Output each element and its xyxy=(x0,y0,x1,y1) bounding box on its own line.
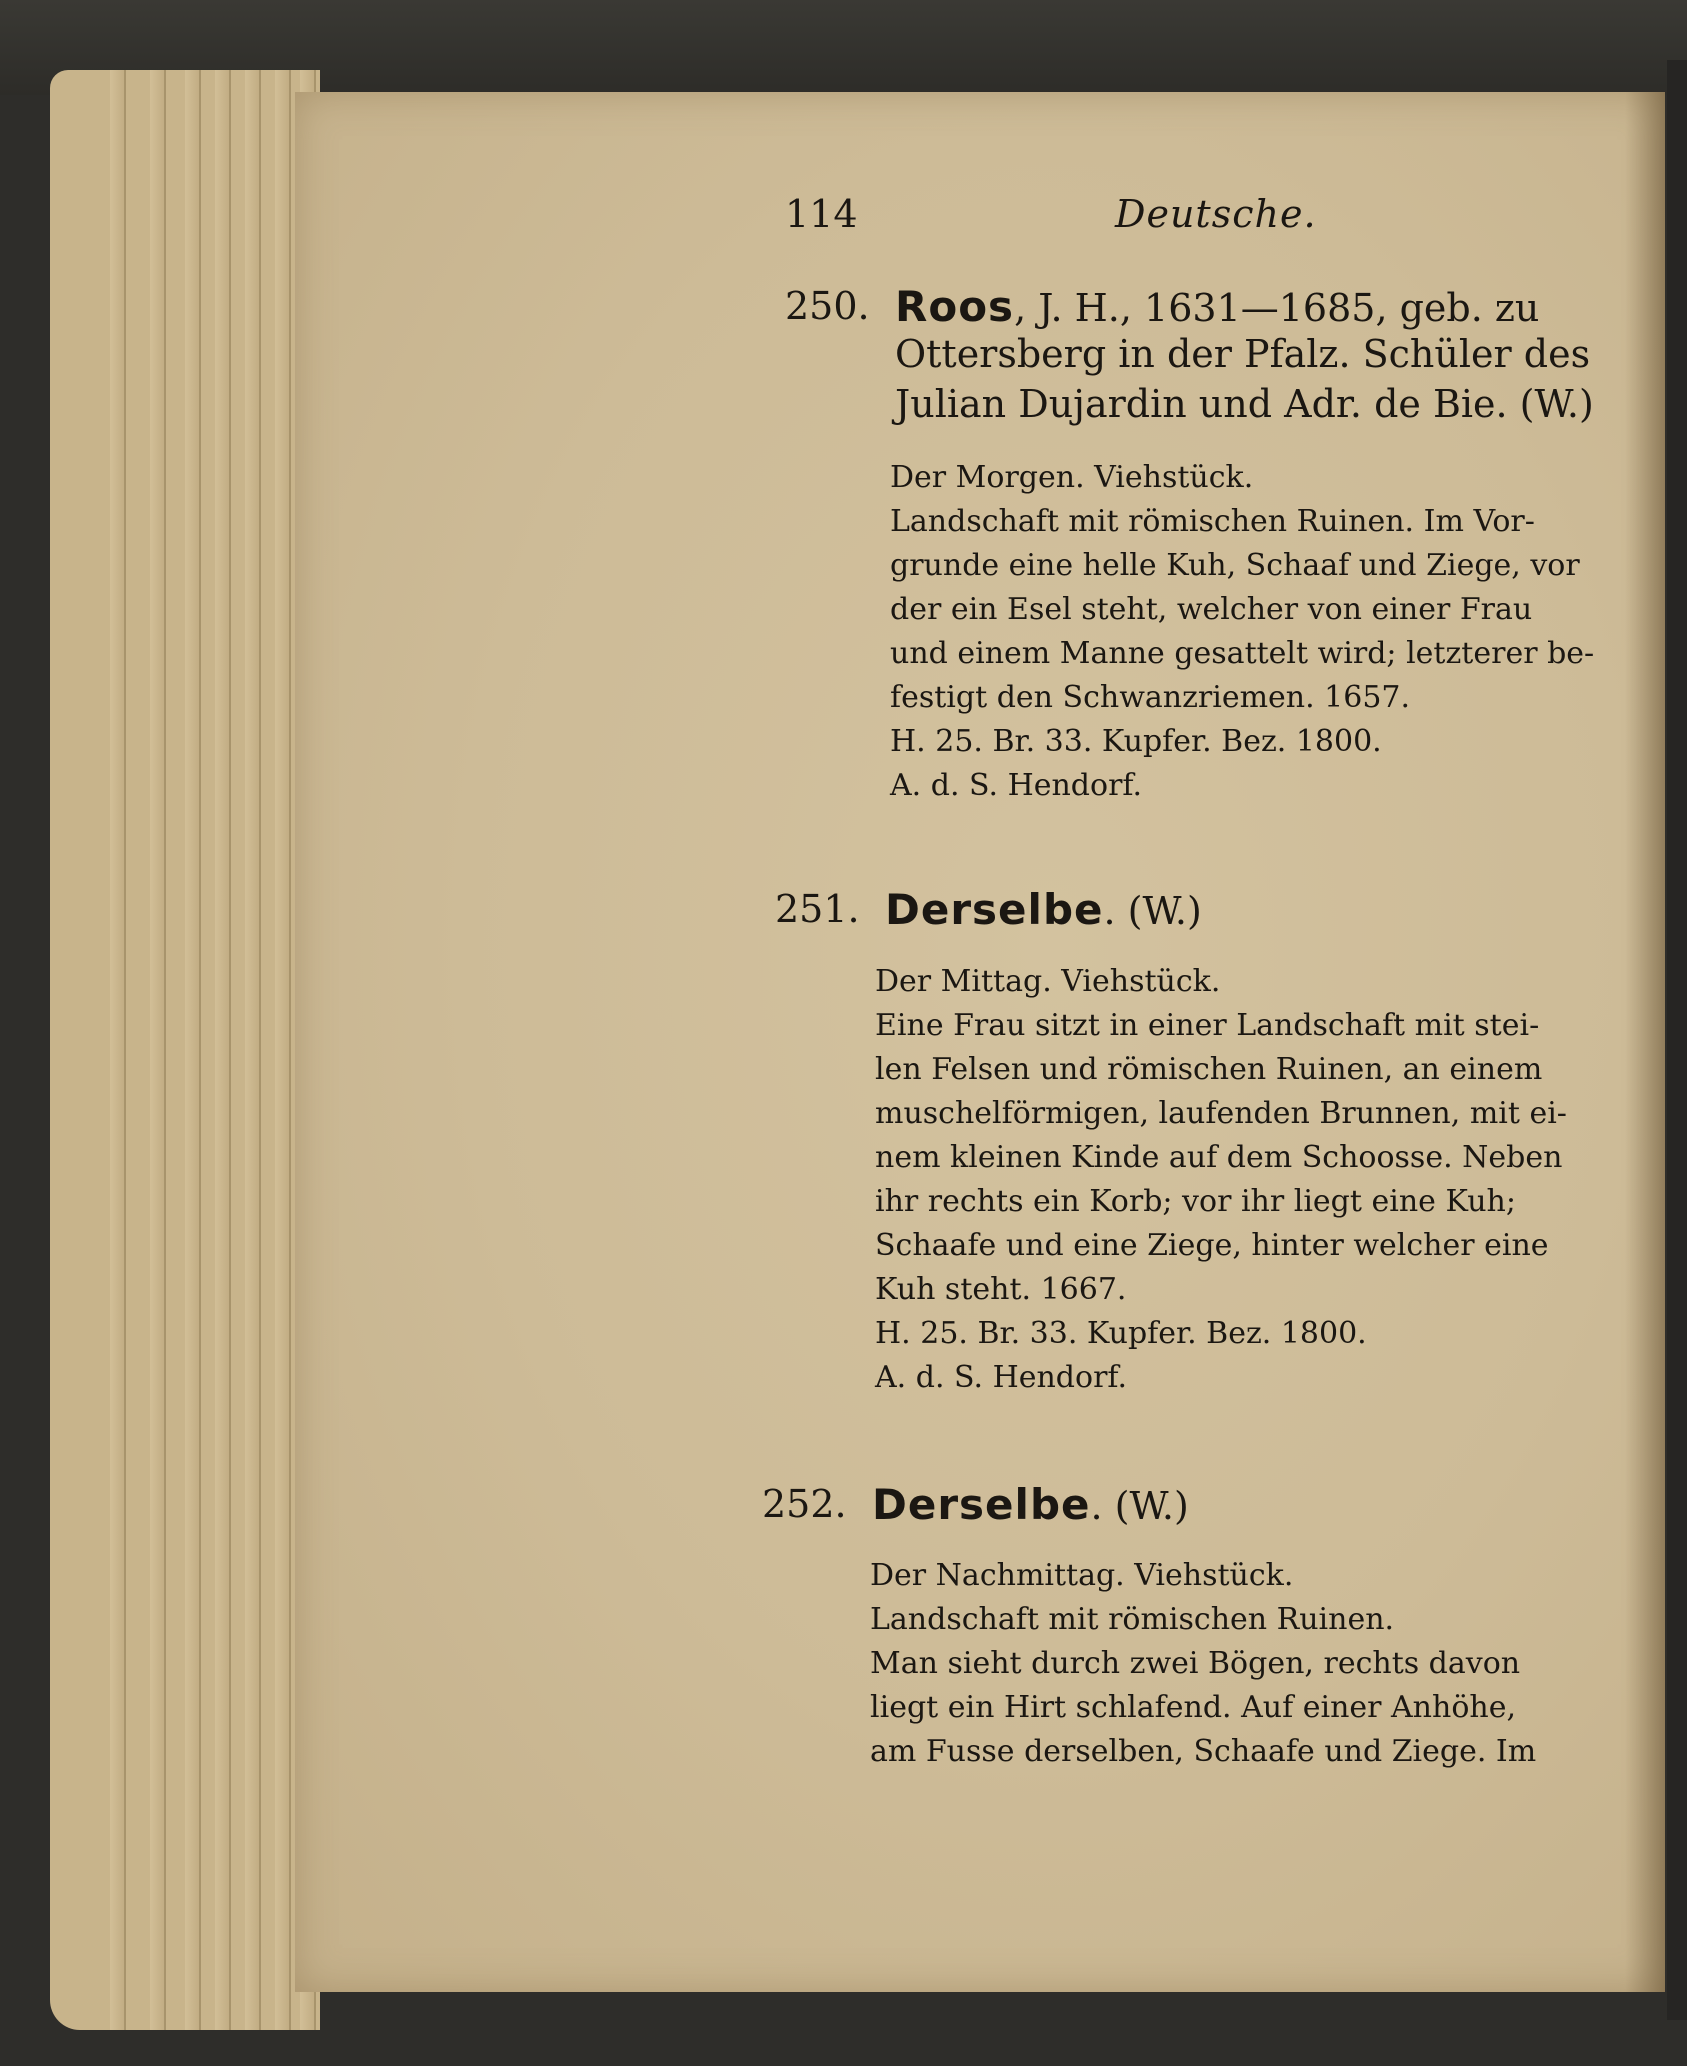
artist-name: Roos xyxy=(895,282,1015,331)
entry-line: am Fusse derselben, Schaafe und Ziege. Im xyxy=(870,1734,1537,1769)
page-number: 114 xyxy=(785,192,858,236)
entry-line: Eine Frau sitzt in einer Landschaft mit stei- xyxy=(875,1008,1540,1043)
book-cover-edge xyxy=(1667,60,1687,2020)
section-title: Deutsche. xyxy=(1115,192,1317,236)
entry-line: ihr rechts ein Korb; vor ihr liegt eine Kuh; xyxy=(875,1184,1516,1219)
entry-line: Kuh steht. 1667. xyxy=(875,1272,1127,1307)
entry-line: Man sieht durch zwei Bögen, rechts davon xyxy=(870,1646,1521,1681)
entry-line: der ein Esel steht, welcher von einer Frau xyxy=(890,592,1533,627)
entry-header xyxy=(885,885,1202,934)
entry-line: Der Morgen. Viehstück. xyxy=(890,460,1254,495)
entry-line: festigt den Schwanzriemen. 1657. xyxy=(890,680,1411,715)
page-edge xyxy=(275,70,291,2030)
page-edge xyxy=(110,70,126,2030)
entry-line: und einem Manne gesattelt wird; letzterer be- xyxy=(890,636,1595,671)
entry-line: muschelförmigen, laufenden Brunnen, mit ei- xyxy=(875,1096,1567,1131)
entry-header xyxy=(872,1480,1189,1529)
artist-details: , J. H., 1631—1685, geb. zu xyxy=(1014,286,1540,330)
book-page xyxy=(295,92,1665,1992)
entry-number: 250. xyxy=(785,284,870,328)
entry-line: H. 25. Br. 33. Kupfer. Bez. 1800. xyxy=(875,1316,1367,1351)
page-edge xyxy=(185,70,201,2030)
artist-name: Derselbe xyxy=(885,885,1104,934)
entry-line: Der Mittag. Viehstück. xyxy=(875,964,1221,999)
entry-header xyxy=(895,282,1539,331)
artist-details: . (W.) xyxy=(1090,1484,1189,1528)
artist-details: . (W.) xyxy=(1103,889,1202,933)
entry-line: Der Nachmittag. Viehstück. xyxy=(870,1558,1294,1593)
entry-line: A. d. S. Hendorf. xyxy=(890,768,1142,803)
entry-line: grunde eine helle Kuh, Schaaf und Ziege, vor xyxy=(890,548,1580,583)
entry-line: len Felsen und römischen Ruinen, an einem xyxy=(875,1052,1543,1087)
page-edge xyxy=(245,70,261,2030)
page-gutter xyxy=(1625,92,1665,1992)
page-stack xyxy=(50,70,320,2030)
entry-line: liegt ein Hirt schlafend. Auf einer Anhöhe, xyxy=(870,1690,1516,1725)
entry-line: Landschaft mit römischen Ruinen. Im Vor- xyxy=(890,504,1535,539)
entry-header-line: Ottersberg in der Pfalz. Schüler des xyxy=(895,332,1591,376)
artist-name: Derselbe xyxy=(872,1480,1091,1529)
entry-line: Schaafe und eine Ziege, hinter welcher eine xyxy=(875,1228,1549,1263)
entry-line: A. d. S. Hendorf. xyxy=(875,1360,1127,1395)
entry-line: H. 25. Br. 33. Kupfer. Bez. 1800. xyxy=(890,724,1382,759)
entry-header-line: Julian Dujardin und Adr. de Bie. (W.) xyxy=(895,382,1594,426)
page-edge xyxy=(215,70,231,2030)
entry-number: 251. xyxy=(775,887,860,931)
entry-number: 252. xyxy=(762,1482,847,1526)
page-edge xyxy=(150,70,166,2030)
entry-line: nem kleinen Kinde auf dem Schoosse. Neben xyxy=(875,1140,1563,1175)
entry-line: Landschaft mit römischen Ruinen. xyxy=(870,1602,1395,1637)
